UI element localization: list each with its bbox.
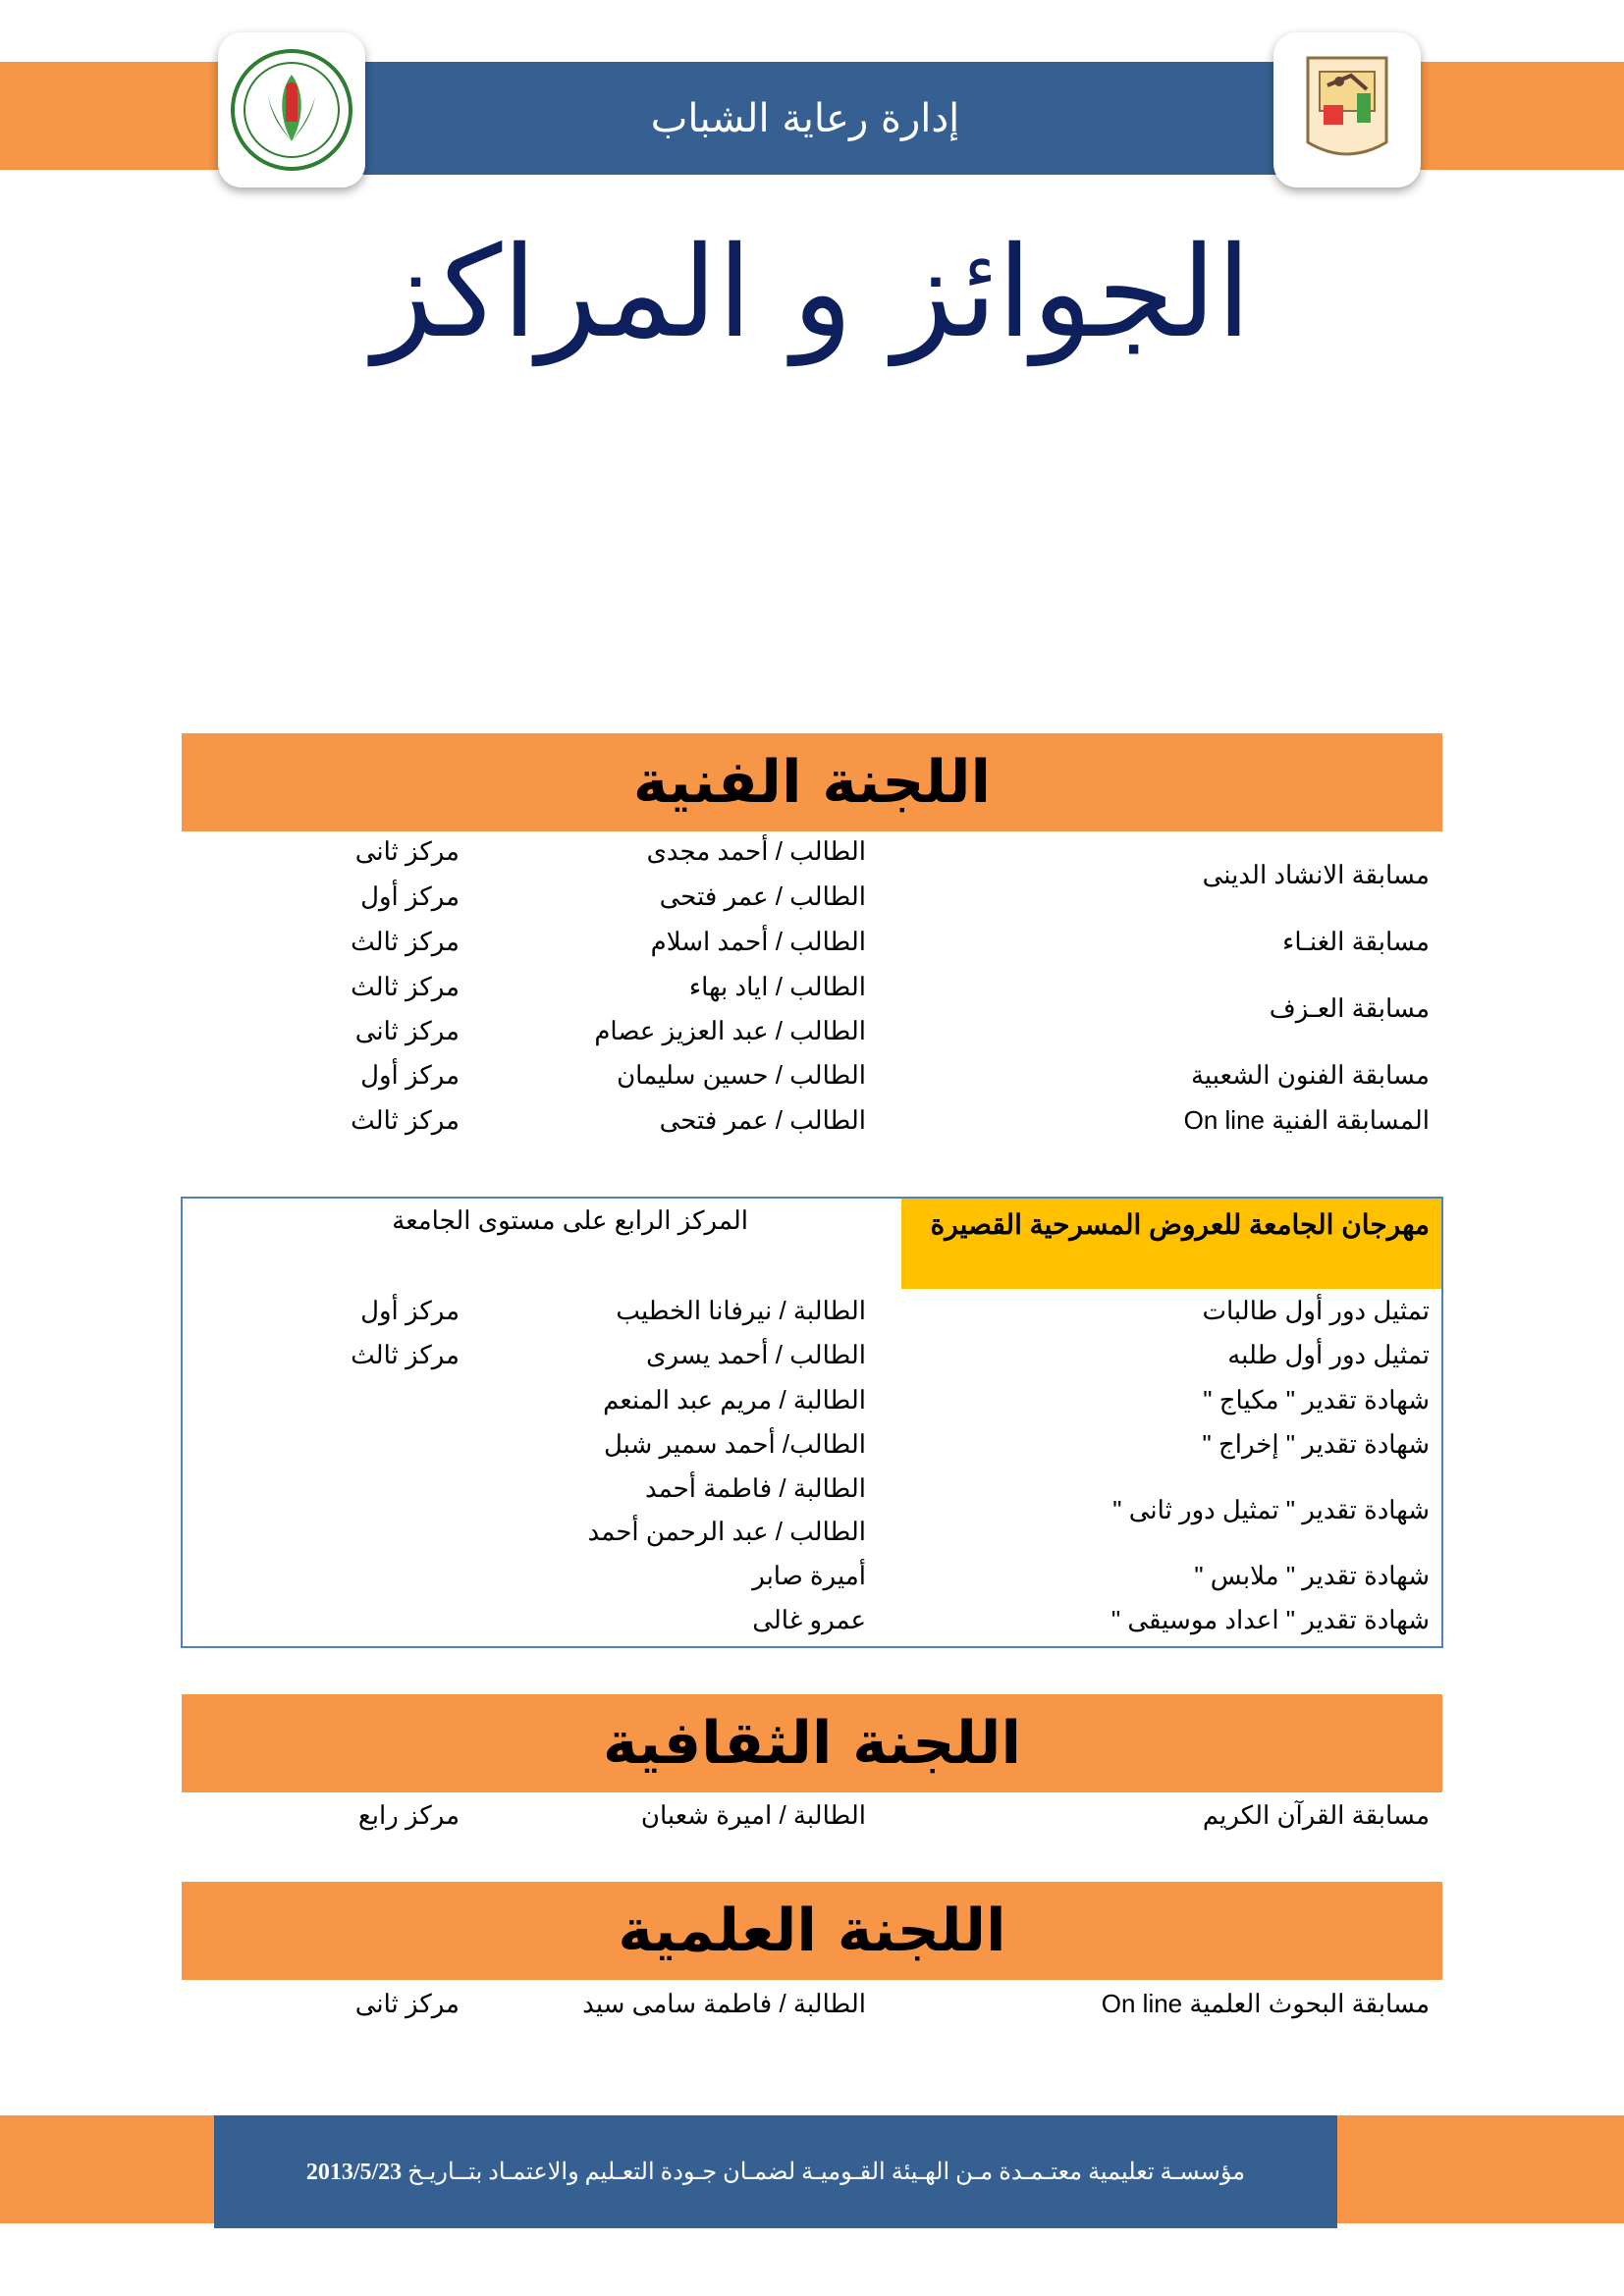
student-name: الطالب / عبد الرحمن أحمد	[587, 1517, 866, 1546]
rank-label: مركز ثالث	[351, 972, 460, 1001]
footer-band-right	[1337, 2115, 1624, 2223]
student-name: الطالب / عمر فتحى	[659, 881, 866, 911]
event-label: تمثيل دور أول طلبه	[1227, 1340, 1430, 1369]
student-name: الطالب / عبد العزيز عصام	[594, 1016, 866, 1045]
student-name: الطالبة / مريم عبد المنعم	[603, 1385, 866, 1415]
footer-date: 2013/5/23	[305, 2160, 403, 2185]
rank-label: مركز أول	[360, 1296, 460, 1325]
university-emblem-icon	[1288, 46, 1406, 174]
rank-label: مركز ثانى	[354, 836, 460, 866]
technical-committee-title: اللجنة الفنية	[632, 748, 992, 817]
cultural-committee-heading	[182, 1694, 1442, 1792]
festival-overall-rank: المركز الرابع على مستوى الجامعة	[392, 1205, 748, 1235]
page-title: الجوائز و المراكز	[372, 220, 1252, 366]
footer-statement: مؤسسـة تعليمية معتـمـدة مـن الهـيئة القـوميـة لضمـان جـودة التعـليم والاعتمـاد بتــاريـخ	[407, 2160, 1246, 2185]
faculty-logo	[218, 32, 365, 187]
event-label: مسابقة العـزف	[1269, 993, 1430, 1023]
rank-label: مركز ثالث	[351, 927, 460, 956]
scientific-committee-title: اللجنة العلمية	[618, 1896, 1006, 1965]
event-label: المسابقة الفنية On line	[1183, 1105, 1430, 1135]
student-name: الطالبة / اميرة شعبان	[640, 1800, 866, 1830]
technical-committee-heading	[182, 733, 1442, 831]
cultural-committee-title: اللجنة الثقافية	[602, 1709, 1022, 1778]
footer-band-left	[0, 2115, 214, 2223]
student-name: أميرة صابر	[752, 1561, 866, 1590]
university-logo	[1273, 32, 1421, 187]
event-label: تمثيل دور أول طالبات	[1202, 1296, 1430, 1325]
student-name: الطالبة / فاطمة سامى سيد	[582, 1989, 866, 2018]
student-name: الطالبة / نيرفانا الخطيب	[616, 1296, 866, 1325]
student-name: الطالب / أحمد يسرى	[646, 1340, 866, 1369]
scientific-committee-heading	[182, 1882, 1442, 1980]
event-label: شهادة تقدير " إخراج "	[1202, 1429, 1430, 1459]
student-name: الطالب/ أحمد سمير شبل	[603, 1429, 866, 1459]
event-label: مسابقة الفنون الشعبية	[1190, 1060, 1430, 1090]
rank-label: مركز ثانى	[354, 1016, 460, 1045]
student-name: الطالب / أحمد اسلام	[650, 927, 866, 956]
rank-label: مركز ثانى	[354, 1989, 460, 2018]
event-label: مسابقة البحوث العلمية On line	[1101, 1989, 1430, 2018]
student-name: عمرو غالى	[752, 1605, 866, 1634]
student-name: الطالب / اياد بهاء	[688, 972, 866, 1001]
event-label: مسابقة الانشاد الدينى	[1202, 860, 1430, 889]
footer-bar	[214, 2115, 1337, 2228]
student-name: الطالب / أحمد مجدى	[646, 836, 866, 866]
event-label: مسابقة الغنـاء	[1282, 927, 1430, 956]
rank-label: مركز رابع	[357, 1800, 460, 1830]
rank-label: مركز أول	[360, 1060, 460, 1090]
faculty-emblem-icon	[229, 47, 354, 173]
header-title: إدارة رعاية الشباب	[650, 95, 960, 141]
event-label: شهادة تقدير " مكياج "	[1203, 1385, 1430, 1415]
student-name: الطالب / عمر فتحى	[659, 1105, 866, 1135]
header-bar	[334, 62, 1276, 175]
rank-label: مركز ثالث	[351, 1340, 460, 1369]
festival-title: مهرجان الجامعة للعروض المسرحية القصيرة	[930, 1209, 1430, 1240]
rank-label: مركز ثالث	[351, 1105, 460, 1135]
event-label: مسابقة القرآن الكريم	[1202, 1800, 1430, 1830]
student-name: الطالب / حسين سليمان	[617, 1060, 866, 1090]
student-name: الطالبة / فاطمة أحمد	[645, 1473, 866, 1503]
rank-label: مركز أول	[360, 881, 460, 911]
event-label: شهادة تقدير " ملابس "	[1194, 1561, 1430, 1590]
event-label: شهادة تقدير " اعداد موسيقى "	[1110, 1605, 1430, 1634]
event-label: شهادة تقدير " تمثيل دور ثانى "	[1112, 1495, 1430, 1524]
footer-accreditation-text	[306, 2158, 1245, 2186]
